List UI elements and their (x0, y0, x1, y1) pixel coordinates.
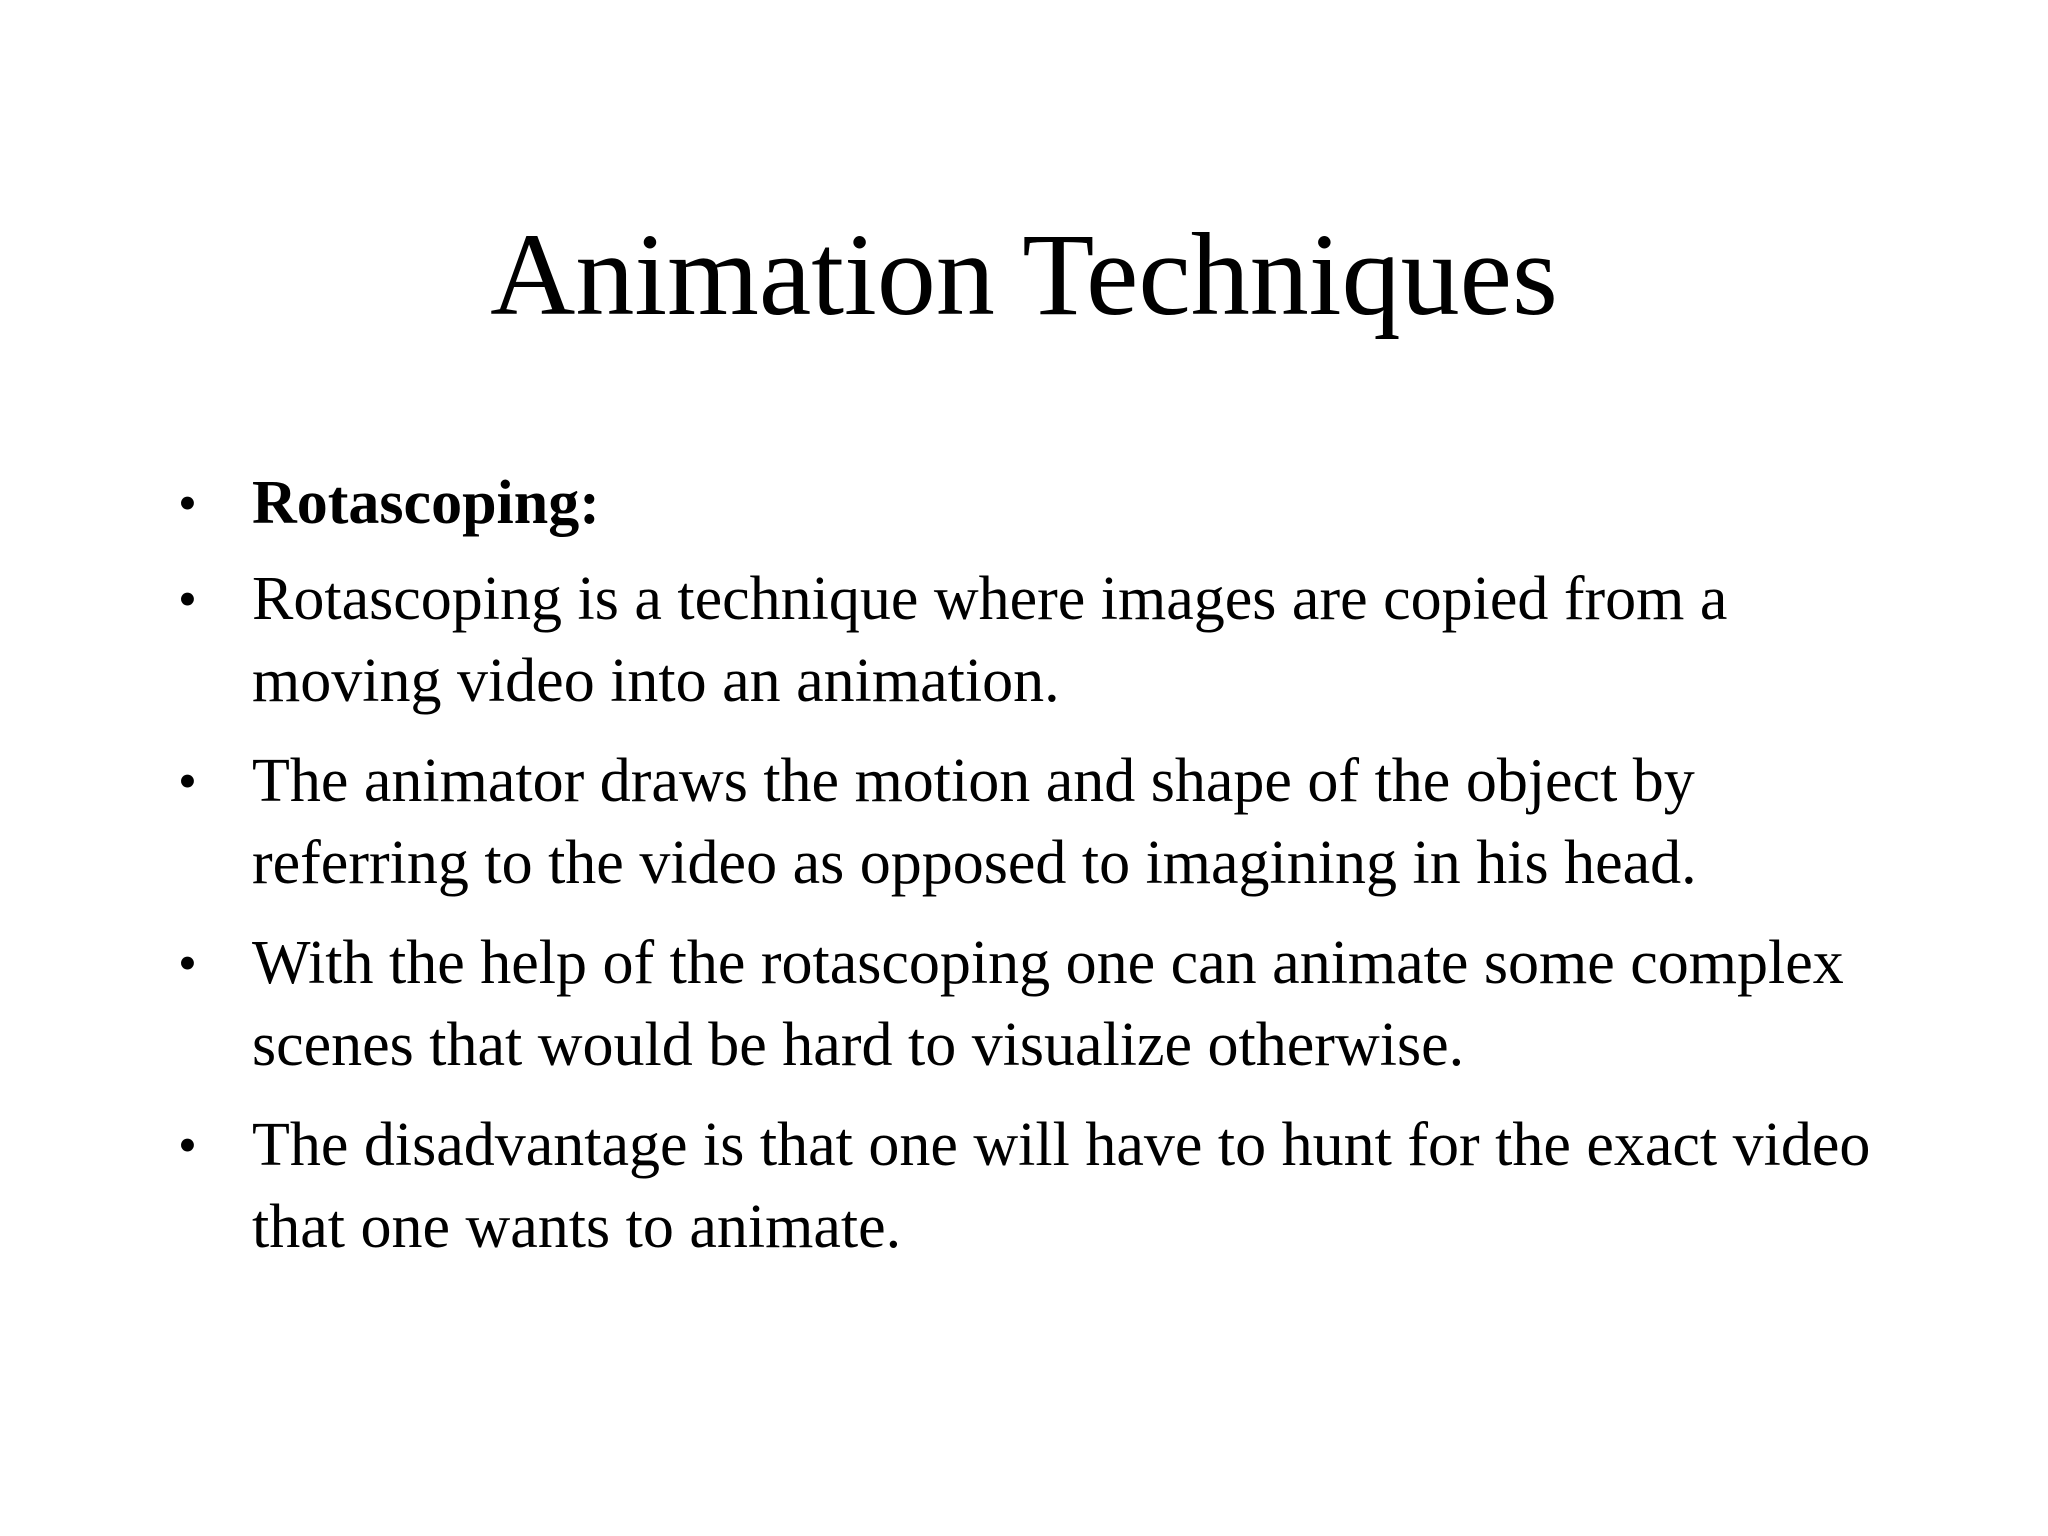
bullet-icon: • (178, 569, 197, 629)
slide-title: Animation Techniques (490, 209, 1558, 340)
bullet-item (168, 1104, 1908, 1268)
bullet-icon: • (178, 751, 197, 811)
bullet-item (168, 922, 1908, 1086)
bullet-list (168, 462, 1908, 1286)
bullet-heading: Rotascoping: (252, 469, 600, 537)
bullet-text: Rotascoping is a technique where images are copied from a moving video into an animation. (252, 565, 1728, 715)
bullet-text: The animator draws the motion and shape of the object by referring to the video as opposed to imagining in his head. (252, 747, 1697, 897)
bullet-item (168, 558, 1908, 722)
bullet-icon: • (178, 933, 197, 993)
bullet-icon: • (178, 1115, 197, 1175)
bullet-text: With the help of the rotascoping one can animate some complex scenes that would be hard to visualize otherwise. (252, 929, 1844, 1079)
bullet-item (168, 462, 1908, 544)
bullet-icon: • (178, 473, 197, 533)
bullet-item (168, 740, 1908, 904)
bullet-text: The disadvantage is that one will have to hunt for the exact video that one wants to animate. (252, 1111, 1871, 1261)
